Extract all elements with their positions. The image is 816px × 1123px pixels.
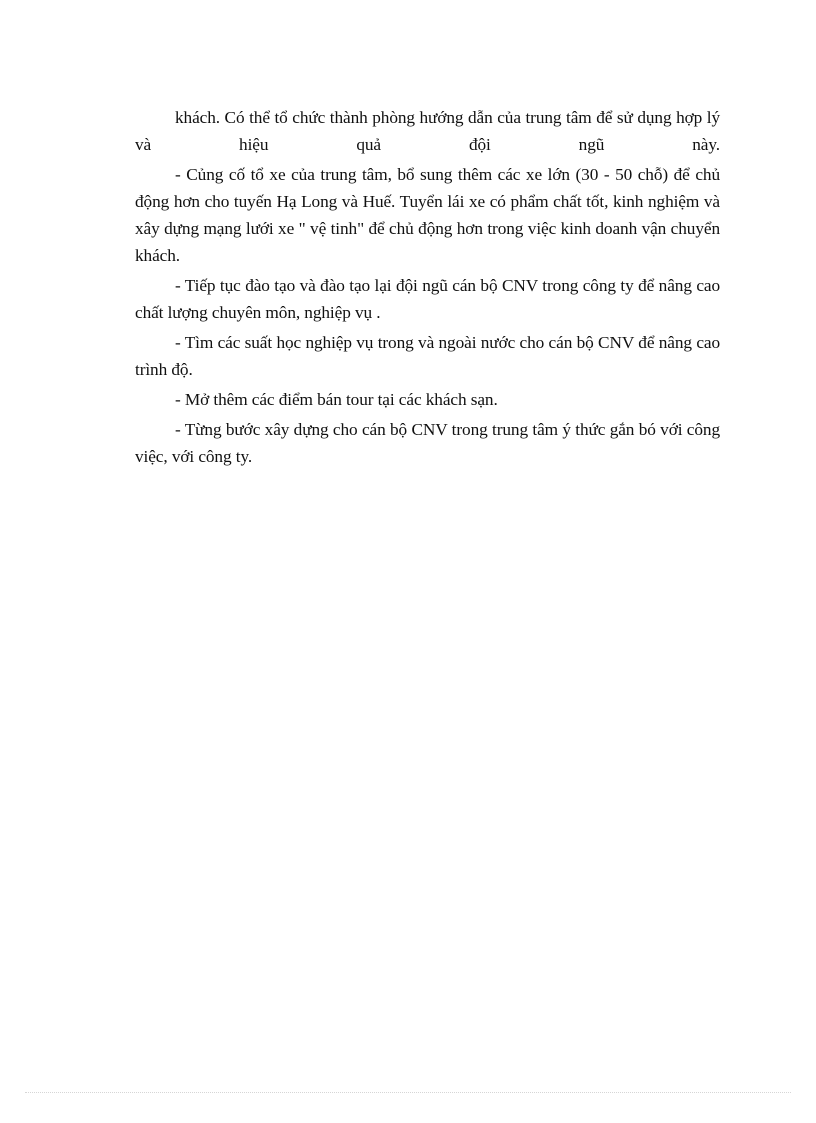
paragraph-vehicle-fleet: - Củng cố tổ xe của trung tâm, bổ sung thêm các xe lớn (30 - 50 chỗ) để chủ động hơn cho tuyến Hạ Long và Huế. Tuyển lái xe có phẩm chất tốt, kinh nghiệm và xây dựng mạng lưới xe " vệ tinh" để chủ động hơn trong việc kinh doanh vận chuyển khách. (135, 165, 720, 265)
paragraph-tour-guide-team: khách. Có thể tổ chức thành phòng hướng dẫn của trung tâm để sử dụng hợp lý và hiệu quả đội ngũ này. (135, 108, 720, 154)
page-bottom-divider (25, 1092, 791, 1093)
document-body (135, 104, 720, 473)
paragraph-staff-training: - Tiếp tục đào tạo và đào tạo lại đội ngũ cán bộ CNV trong công ty để nâng cao chất lượng chuyên môn, nghiệp vụ . (135, 276, 720, 322)
paragraph-study-opportunities: - Tìm các suất học nghiệp vụ trong và ngoài nước cho cán bộ CNV để nâng cao trình độ. (135, 333, 720, 379)
paragraph-tour-sales-points: - Mở thêm các điểm bán tour tại các khách sạn. (175, 390, 498, 409)
paragraph-staff-commitment: - Từng bước xây dựng cho cán bộ CNV trong trung tâm ý thức gắn bó với công việc, với công ty. (135, 420, 720, 466)
